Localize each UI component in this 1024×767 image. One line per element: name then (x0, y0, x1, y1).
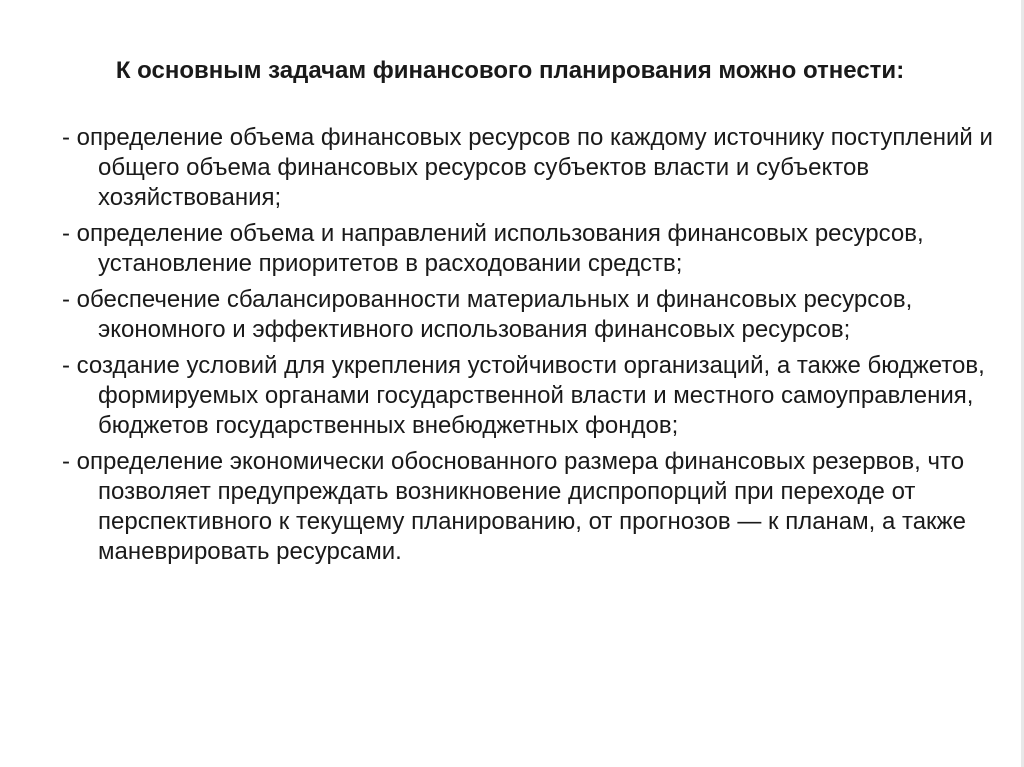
task-item-2: - определение объема и направлений использования финансовых ресурсов, установление приоритетов в расходовании средств; (62, 220, 924, 277)
task-list (62, 123, 1002, 573)
task-item-1: - определение объема финансовых ресурсов по каждому источнику поступлений и общего объема финансовых ресурсов субъектов власти и субъектов хозяйствования; (62, 124, 993, 211)
slide-heading: К основным задачам финансового планирования можно отнести: (115, 57, 905, 84)
task-item-3: - обеспечение сбалансированности материальных и финансовых ресурсов, экономного и эффективного использования финансовых ресурсов; (62, 286, 913, 343)
task-item-4: - создание условий для укрепления устойчивости организаций, а также бюджетов, формируемых органами государственной власти и местного самоуправления, бюджетов государственных внебюджетных фондов; (62, 352, 985, 439)
task-item-5: - определение экономически обоснованного размера финансовых резервов, что позволяет предупреждать возникновение диспропорций при переходе от перспективного к текущему планированию, от прогнозов — к планам, а также маневрировать ресурсами. (62, 448, 966, 565)
